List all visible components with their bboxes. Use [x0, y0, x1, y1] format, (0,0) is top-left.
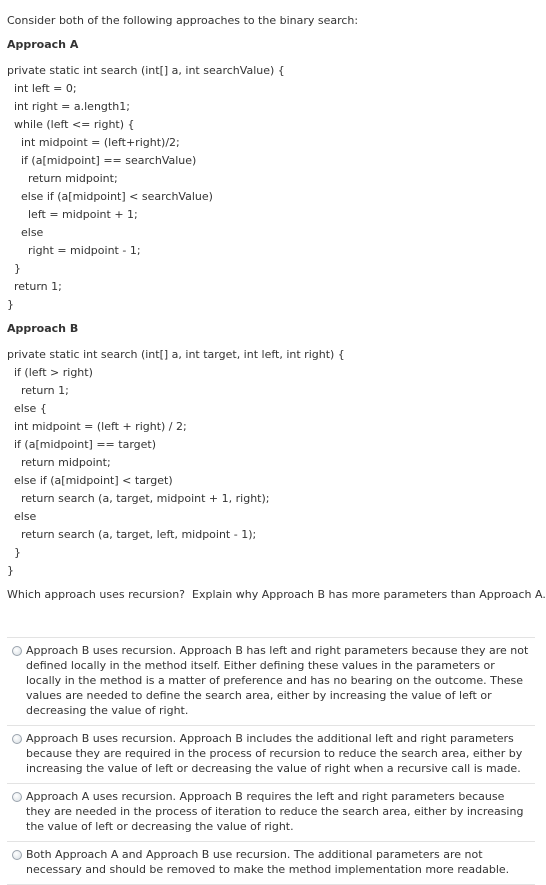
code-line: return 1; — [14, 280, 62, 293]
code-line: int midpoint = (left + right) / 2; — [14, 420, 187, 433]
approach-b-title: Approach B — [7, 322, 79, 335]
answer-option-1[interactable] — [7, 637, 535, 725]
answer-option-2[interactable] — [7, 725, 535, 783]
code-line: return 1; — [21, 384, 69, 397]
code-line: else if (a[midpoint] < target) — [14, 474, 173, 487]
code-line: private static int search (int[] a, int searchValue) { — [7, 64, 285, 77]
code-line: if (a[midpoint] == searchValue) — [21, 154, 197, 167]
answer-option-4[interactable] — [7, 841, 535, 885]
radio-button-icon[interactable] — [12, 792, 22, 802]
radio-button-icon[interactable] — [12, 646, 22, 656]
code-line: return midpoint; — [21, 456, 111, 469]
code-line: right = midpoint - 1; — [28, 244, 141, 257]
question-text: Which approach uses recursion? Explain why Approach B has more parameters than Approach A. — [7, 588, 546, 601]
code-line: if (left > right) — [14, 366, 93, 379]
code-line: else — [21, 226, 44, 239]
approach-a-title: Approach A — [7, 38, 79, 51]
code-line: int right = a.length1; — [14, 100, 130, 113]
code-line: if (a[midpoint] == target) — [14, 438, 157, 451]
answer-option-text: Approach B uses recursion. Approach B has left and right parameters because they are not defined locally in the method itself. Either defining these values in the parameters or locally in the method is a matter of preference and has no bearing on the outcome. These values are needed to define the search area, either by increasing the value of left or decreasing the value of right. — [26, 644, 529, 717]
answer-option-text: Both Approach A and Approach B use recursion. The additional parameters are not necessary and should be removed to make the method implementation more readable. — [26, 848, 510, 876]
code-line: private static int search (int[] a, int target, int left, int right) { — [7, 348, 345, 361]
code-line: int left = 0; — [14, 82, 77, 95]
code-line: return search (a, target, left, midpoint - 1); — [21, 528, 257, 541]
code-line: int midpoint = (left+right)/2; — [21, 136, 180, 149]
approach-b-code — [7, 346, 539, 580]
code-line: } — [14, 546, 21, 559]
code-line: while (left <= right) { — [14, 118, 135, 131]
intro-text: Consider both of the following approaches to the binary search: — [7, 14, 359, 27]
code-line: left = midpoint + 1; — [28, 208, 138, 221]
code-line: else { — [14, 402, 47, 415]
code-line: else — [14, 510, 37, 523]
code-line: return search (a, target, midpoint + 1, right); — [21, 492, 270, 505]
answer-option-3[interactable] — [7, 783, 535, 841]
code-line: } — [7, 298, 14, 311]
code-line: } — [7, 564, 14, 577]
answer-option-text: Approach A uses recursion. Approach B requires the left and right parameters because they are needed in the process of iteration to reduce the search area, either by increasing the value of left or decreasing the value of right. — [26, 790, 524, 833]
code-line: else if (a[midpoint] < searchValue) — [21, 190, 213, 203]
answer-options — [7, 637, 535, 885]
code-line: return midpoint; — [28, 172, 118, 185]
code-line: } — [14, 262, 21, 275]
radio-button-icon[interactable] — [12, 850, 22, 860]
question-content — [7, 12, 546, 604]
approach-a-code — [7, 62, 539, 314]
radio-button-icon[interactable] — [12, 734, 22, 744]
answer-option-text: Approach B uses recursion. Approach B includes the additional left and right parameters because they are required in the process of recursion to reduce the search area, either by increasing the value of left or decreasing the value of right when a recursive call is made. — [26, 732, 523, 775]
